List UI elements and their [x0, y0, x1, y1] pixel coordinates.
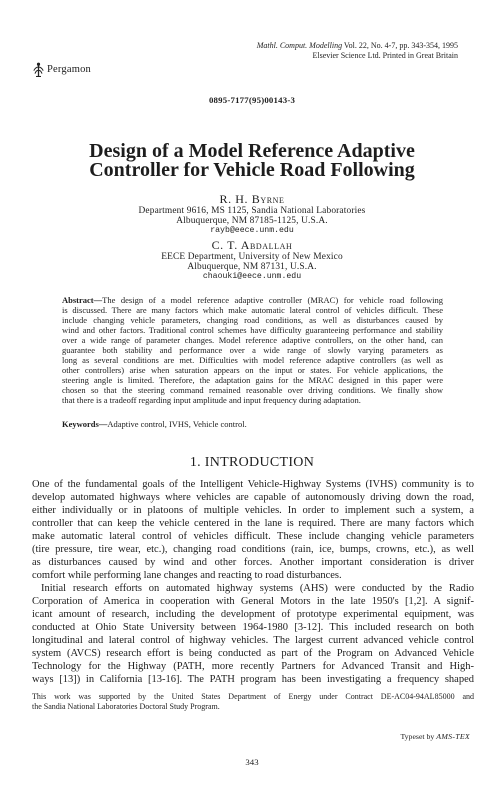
body-line: make automatic lateral control of vehicles difficult. These include changing vehicle parameters	[32, 531, 474, 542]
author-affiliation-line: EECE Department, University of New Mexico	[161, 252, 343, 262]
pergamon-logo	[33, 62, 91, 77]
body-line: conducted at Ohio State University between 1964-1980 [3-12]. This included research on both	[32, 622, 474, 633]
body-line: develop automated highways where vehicles are capable of autonomously driving down the road,	[32, 492, 474, 503]
page-number: 343	[245, 757, 259, 767]
body-line: comfort while performing lane changes and reacting to road disturbances.	[32, 570, 342, 581]
abstract-line: that there is a tradeoff regarding input amplitude and input frequency during adaptation.	[62, 395, 361, 405]
journal-citation	[257, 41, 458, 51]
body-paragraph	[32, 478, 474, 582]
abstract-line: other controllers) arise when saturation appears on the input or states. For vehicle applications, the	[62, 365, 443, 375]
keywords-label: Keywords—	[62, 419, 108, 429]
keywords-text: Adaptive control, IVHS, Vehicle control.	[107, 419, 247, 429]
title-line: Controller for Vehicle Road Following	[89, 159, 415, 181]
body-line: icant amount of research, including the development of prototype experimental equipment, was	[32, 609, 474, 620]
journal-name: Mathl. Comput. Modelling	[256, 41, 343, 50]
author-name: C. T. Abdallah	[211, 238, 293, 252]
abstract-line: over a wide range of parameter changes. Model reference adaptive controllers, on the other hand, can	[62, 335, 443, 345]
pergamon-emblem-icon	[33, 62, 44, 77]
footnote-line: the Sandia National Laboratories Doctoral Study Program.	[32, 702, 220, 711]
footnote-line: This work was supported by the United States Department of Energy under Contract DE-AC04-94AL85000 and	[32, 692, 474, 701]
journal-header	[257, 41, 458, 61]
body-line: longitudinal and lateral control of highway vehicles. The largest current advanced vehicle control	[32, 635, 474, 646]
author-block	[0, 238, 504, 282]
abstract-line: wind and other factors. Traditional control schemes have difficulty guaranteeing performance and stability	[62, 325, 443, 335]
introduction-body	[32, 478, 474, 686]
author-affiliation-line: Albuquerque, NM 87131, U.S.A.	[187, 262, 317, 272]
body-line: Initial research efforts on automated highway systems (AHS) were conducted by the Radio	[41, 583, 474, 594]
author-email: rayb@eece.unm.edu	[210, 226, 294, 235]
abstract-line: include changing vehicle parameters, changing road conditions, as well as disturbances caused by	[62, 315, 443, 325]
abstract-line	[62, 295, 443, 305]
abstract-line: guarantee both stability and performance over a wide range of slowly varying parameters as	[62, 345, 443, 355]
typeset-prefix: Typeset by	[400, 732, 435, 741]
section-heading: 1. INTRODUCTION	[189, 455, 315, 470]
abstract-line: long as several conditions are met. Difficulties with model reference adaptive controllers (as well as	[62, 355, 443, 365]
abstract	[62, 295, 443, 405]
abstract-label: Abstract—	[62, 295, 103, 305]
amstex-logo: AMS-TEX	[436, 732, 470, 741]
title-line: Design of a Model Reference Adaptive	[89, 140, 415, 162]
abstract-line-text: The design of a model reference adaptive controller (MRAC) for vehicle road following	[102, 295, 443, 305]
abstract-line: is discussed. There are many factors which make automatic lateral control of vehicles difficult. These	[62, 305, 443, 315]
body-line: either individually or in platoons of multiple vehicles. In order to implement such a system, a	[32, 505, 474, 516]
author-name: R. H. Byrne	[219, 192, 285, 206]
journal-volume-pages: Vol. 22, No. 4-7, pp. 343-354, 1995	[343, 41, 458, 50]
author-block	[0, 192, 504, 236]
body-paragraph	[32, 582, 474, 686]
footnote	[32, 692, 474, 712]
body-line: (tire pressure, tire wear, etc.), changing road conditions (rain, ice, bumps, crowns, etc.), as well	[32, 544, 474, 555]
abstract-line: chosen so that the steering command remained reasonable over driving conditions. We finally show	[62, 385, 443, 395]
typeset-note	[400, 732, 470, 742]
author-email: chaouki@eece.unm.edu	[202, 272, 302, 281]
keywords	[62, 419, 443, 429]
article-code: 0895-7177(95)00143-3	[208, 95, 296, 105]
author-affiliation-line: Albuquerque, NM 87185-1125, U.S.A.	[176, 216, 328, 226]
author-affiliation-line: Department 9616, MS 1125, Sandia National Laboratories	[138, 206, 366, 216]
publisher-line: Elsevier Science Ltd. Printed in Great Britain	[312, 51, 458, 60]
body-line: Corporation of America in cooperation with General Motors in the late 1950's [1,2]. A signif-	[32, 596, 474, 607]
publisher-logo-text: Pergamon	[47, 64, 91, 75]
body-line: as disturbances caused by wind and other forces. Another important consideration is driver	[32, 557, 474, 568]
body-line: Technology for the Highway (PATH, more recently Partners for Advanced Transit and High-	[32, 661, 474, 672]
abstract-line: steering angle is limited. Therefore, the adaptation gains for the MRAC designed in this paper were	[62, 375, 443, 385]
body-line: controller that can keep the vehicle centered in the lane is required. There are many factors which	[32, 518, 474, 529]
paper-title	[0, 142, 504, 180]
body-line: system (AVCS) research effort is being conducted as part of the Program on Advanced Vehicle	[32, 648, 474, 659]
body-line: ways [13]) in California [13-16]. The PATH program has been investigating a frequency shaped	[32, 674, 474, 685]
body-line: One of the fundamental goals of the Intelligent Vehicle-Highway Systems (IVHS) community is to	[32, 479, 474, 490]
